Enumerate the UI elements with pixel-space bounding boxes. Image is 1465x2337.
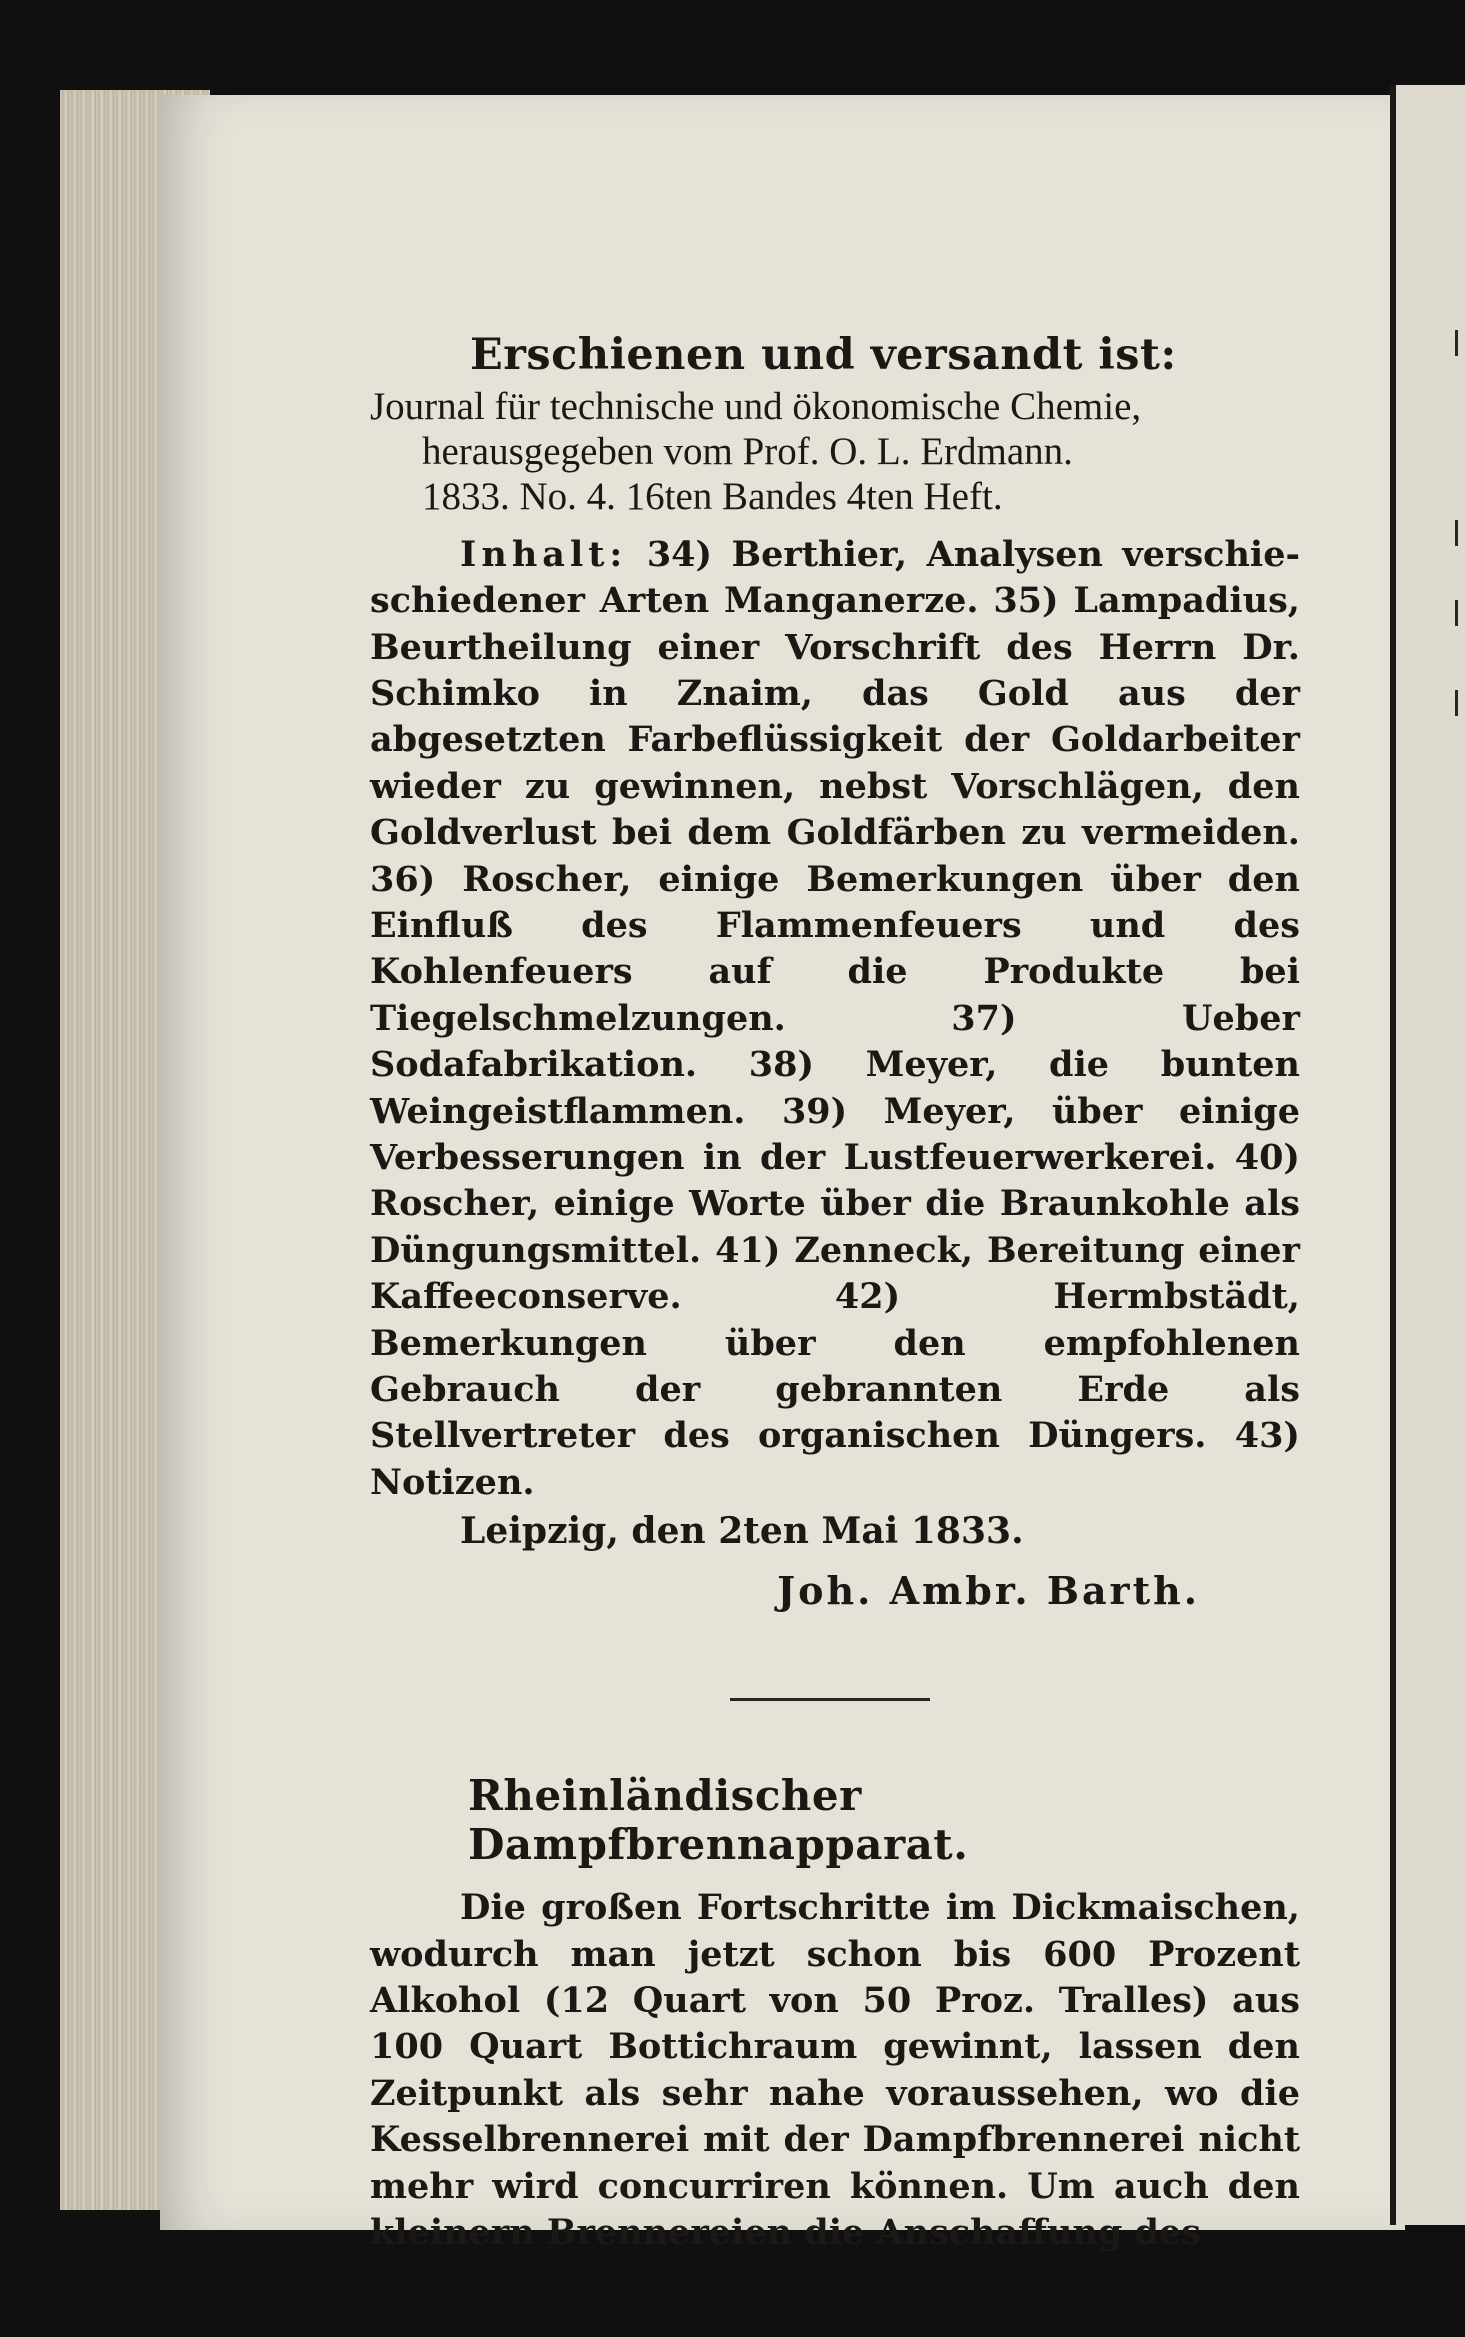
- facing-page-mark: [1455, 600, 1458, 626]
- contents-text: 34) Berthier, Analysen verschie- schiedener Arten Manganerze. 35) Lampadius, Beurtheilung einer Vorschrift des Herrn Dr. Schimko in Znaim, das Gold aus der abgesetzten Farbeflüssigkeit der Goldarbeiter wieder zu gewinnen, nebst Vorschlägen, den Goldverlust bei dem Goldfärben zu vermeiden. 36) Roscher, einige Bemerkungen über den Einfluß des Flammenfeuers und des Kohlenfeuers auf die Produkte bei Tiegelschmelzungen. 37) Ueber Sodafabrikation. 38) Meyer, die bunten Weingeistflammen. 39) Meyer, über einige Verbesserungen in der Lustfeuerwerkerei. 40) Roscher, einige Worte über die Braunkohle als Düngungsmittel. 41) Zenneck, Bereitung einer Kaffeeconserve. 42) Hermbstädt, Bemerkungen über den empfohlenen Gebrauch der gebrannten Erde als Stellvertreter des organischen Düngers. 43) Notizen.: [370, 533, 1300, 1503]
- contents-paragraph: [370, 532, 1300, 1507]
- section-divider: [730, 1698, 930, 1701]
- facing-page-mark: [1455, 520, 1458, 546]
- article-heading: Rheinländischer Dampfbrennapparat.: [468, 1771, 969, 1870]
- publisher-signature: Joh. Ambr. Barth.: [777, 1568, 1200, 1614]
- page-text: [370, 330, 1300, 2256]
- journal-editor: herausgegeben vom Prof. O. L. Erdmann.: [422, 430, 1073, 474]
- article-paragraph: Die großen Fortschritte im Dickmaischen, wodurch man jetzt schon bis 600 Prozent Alkohol (12 Quart von 50 Proz. Tralles) aus 100 Quart Bottichraum gewinnt, lassen den Zeitpunkt als sehr nahe voraussehen, wo die Kesselbrennerei mit der Dampfbrennerei nicht mehr wird concurriren können. Um auch den kleinern Brennereien die Anschaffung des: [370, 1887, 1300, 2254]
- journal-issue: 1833. No. 4. 16ten Bandes 4ten Heft.: [422, 475, 1003, 519]
- announcement-heading: Erschienen und versandt ist:: [470, 330, 1177, 380]
- facing-page-mark: [1455, 330, 1458, 356]
- journal-citation: [370, 384, 1300, 520]
- facing-page-mark: [1455, 690, 1458, 716]
- contents-label: Inhalt:: [460, 533, 628, 575]
- place-date: Leipzig, den 2ten Mai 1833.: [460, 1510, 1024, 1553]
- facing-page-edge: [1390, 85, 1465, 2225]
- journal-title: Journal für technische und ökonomische Chemie,: [370, 385, 1142, 428]
